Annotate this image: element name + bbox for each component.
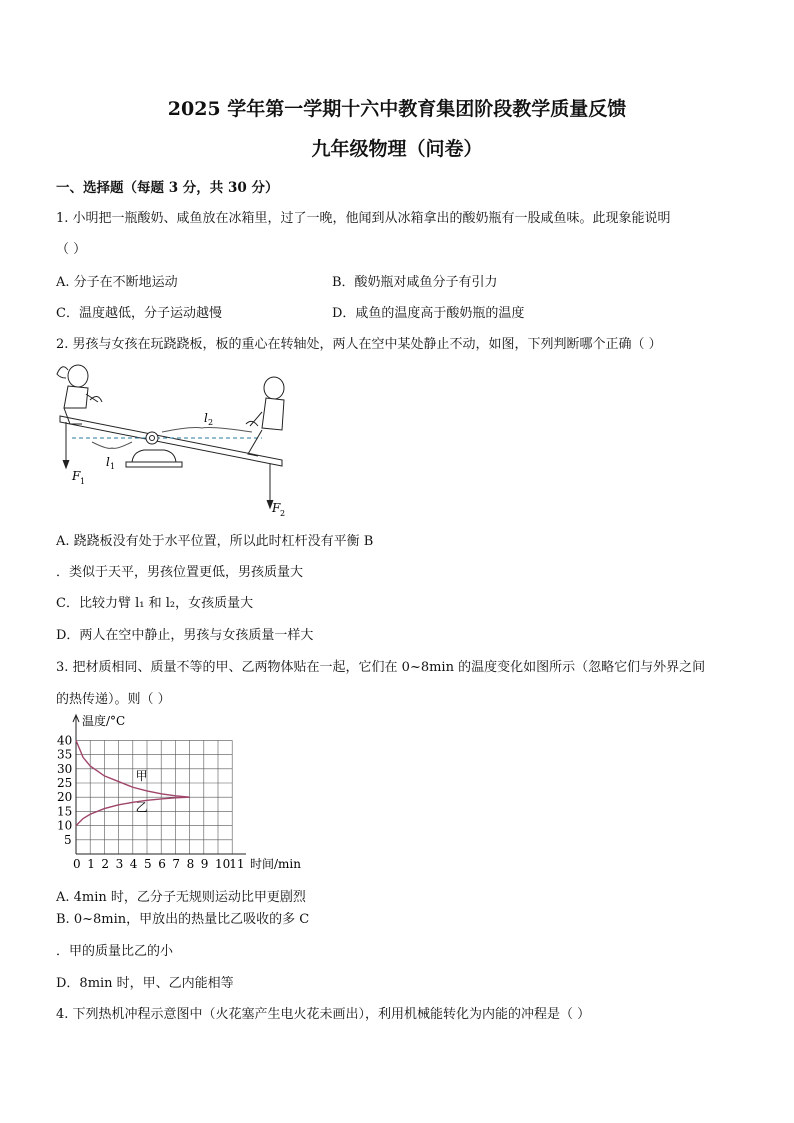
x-tick-label: 9 xyxy=(200,857,209,871)
y-tick-label: 30 xyxy=(57,761,73,776)
q3-option-a: A. 4min 时，乙分子无规则运动比甲更剧烈 xyxy=(56,890,306,905)
series-label: 乙 xyxy=(135,800,148,815)
f2-subscript: 2 xyxy=(280,509,286,518)
f2-label: F xyxy=(272,501,281,515)
l2-label: l xyxy=(204,411,208,425)
f1-subscript: 1 xyxy=(80,477,86,486)
x-tick-label: 3 xyxy=(115,857,124,871)
l1-label: l xyxy=(106,455,110,469)
temperature-chart xyxy=(52,712,322,881)
x-tick-label: 1 xyxy=(87,857,95,871)
q2-stem: 2. 男孩与女孩在玩跷跷板，板的重心在转轴处，两人在空中某处静止不动，如图，下列判断哪个正确（ ） xyxy=(56,337,662,352)
q2-option-a: A. 跷跷板没有处于水平位置，所以此时杠杆没有平衡 B xyxy=(56,534,374,549)
q2-option-b: ．类似于天平，男孩位置更低，男孩质量大 xyxy=(56,565,304,580)
y-tick-label: 10 xyxy=(57,818,73,833)
f1-label: F xyxy=(72,469,81,483)
q3-option-d: D．8min 时，甲、乙内能相等 xyxy=(56,976,234,991)
q3-stem-line1: 3. 把材质相同、质量不等的甲、乙两物体贴在一起，它们在 0~8min 的温度变化如图所示（忽略它们与外界之间 xyxy=(56,660,706,675)
section-heading: 一、选择题（每题 3 分，共 30 分） xyxy=(56,180,279,196)
x-tick-label: 0 xyxy=(73,857,81,871)
q3-option-c: ．甲的质量比乙的小 xyxy=(56,944,174,959)
exam-title: 2025 学年第一学期十六中教育集团阶段教学质量反馈 xyxy=(167,98,627,120)
q4-stem: 4. 下列热机冲程示意图中（火花塞产生电火花未画出），利用机械能转化为内能的冲程是（ ） xyxy=(56,1007,591,1022)
chart-ylabel: 温度/°C xyxy=(82,714,126,728)
x-tick-label: 7 xyxy=(172,857,181,871)
exam-subtitle: 九年级物理（问卷） xyxy=(311,138,483,160)
q3-option-b: B. 0~8min，甲放出的热量比乙吸收的多 C xyxy=(56,912,310,927)
x-tick-label: 5 xyxy=(144,857,152,871)
seesaw-figure xyxy=(52,356,292,525)
y-tick-label: 20 xyxy=(57,790,73,805)
y-tick-label: 40 xyxy=(57,733,73,748)
q1-option-d: D．咸鱼的温度高于酸奶瓶的温度 xyxy=(332,306,525,321)
x-tick-label: 11 xyxy=(229,857,245,871)
q1-option-c: C．温度越低，分子运动越慢 xyxy=(56,306,222,321)
l1-subscript: 1 xyxy=(110,462,116,471)
q3-stem-line2: 的热传递）。则（ ） xyxy=(56,692,171,707)
l2-subscript: 2 xyxy=(208,418,214,427)
q1-stem-line1: 1. 小明把一瓶酸奶、咸鱼放在冰箱里，过了一晚，他闻到从冰箱拿出的酸奶瓶有一股咸鱼味。此现象能说明 xyxy=(56,211,671,226)
x-tick-label: 10 xyxy=(215,857,231,871)
q1-stem-line2: （ ） xyxy=(56,242,87,257)
x-tick-label: 8 xyxy=(186,857,195,871)
y-tick-label: 25 xyxy=(57,776,73,790)
x-tick-label: 4 xyxy=(129,857,138,871)
x-tick-label: 6 xyxy=(158,857,166,871)
y-tick-label: 5 xyxy=(64,832,72,847)
series-label: 甲 xyxy=(135,769,148,784)
q2-option-c: C．比较力臂 l₁ 和 l₂，女孩质量大 xyxy=(56,596,254,611)
x-tick-label: 2 xyxy=(101,857,110,871)
q1-option-a: A. 分子在不断地运动 xyxy=(56,275,178,290)
y-tick-label: 35 xyxy=(57,747,73,762)
q2-option-d: D．两人在空中静止，男孩与女孩质量一样大 xyxy=(56,628,314,643)
q1-option-b: B．酸奶瓶对咸鱼分子有引力 xyxy=(332,275,498,290)
y-tick-label: 15 xyxy=(57,804,73,819)
chart-xlabel: 时间/min xyxy=(250,857,301,871)
